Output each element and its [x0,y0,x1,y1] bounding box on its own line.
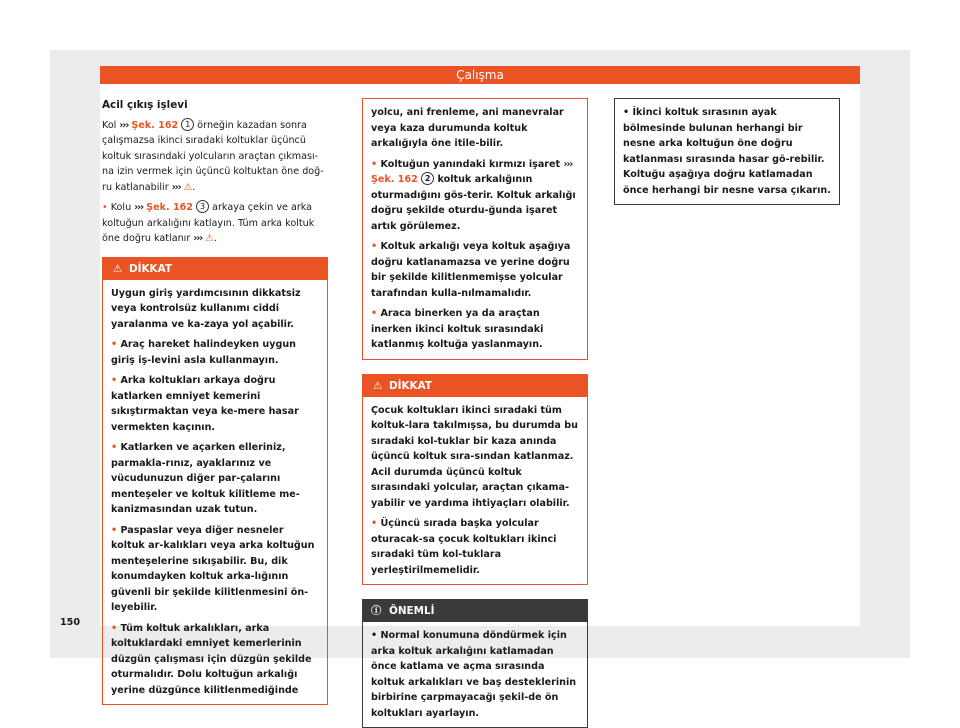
warning-header [103,258,327,280]
bullet-item: • Kolu ››› Şek. 162 3 arkaya çekin ve arka koltuğun arkalığını katlayın. Tüm arka koltuk öne doğru katlanır ››› ⚠. [102,202,315,244]
warning-item [371,516,579,578]
warning-body [103,280,327,705]
bullet-icon: • [111,622,118,634]
section-header: Çalışma [100,66,860,84]
notice-item [371,628,579,721]
warning-triangle-icon: ⚠ [113,262,123,275]
column-3 [614,98,840,205]
bullet-icon: • [111,524,118,536]
warning-item [371,157,579,235]
warning-item [111,523,319,616]
arrows-icon: ››› [134,202,144,213]
text: Kol [102,119,117,131]
warning-item-text: Araç hareket halindeyken uygun giriş iş-levini asla kullanmayın. [111,339,296,366]
warning-box [362,374,588,586]
bullet-icon: • [371,158,378,170]
text: Koltuğun yanındaki kırmızı işaret [380,158,561,170]
warning-intro: Çocuk koltukları ikinci sıradaki tüm koltuk-lara takılmışsa, bu durumda bu sıradaki kol-tuklar bir kaza anında üçüncü koltuk sıra-sından katlanmaz. Acil durumda üçüncü koltuk sırasındaki yolcular, araçtan çıkama-yabilir ve yardıma ihtiyaçları olabilir. [371,404,578,509]
warning-item-text: Araca binerken ya da araçtan inerken ikinci koltuk sırasındaki katlanmış koltuğa yaslanmayın. [371,308,544,350]
notice-body [615,99,839,204]
notice-title: ÖNEMLİ [389,605,435,617]
warning-item-text: Tüm koltuk arkalıkları, arka koltuklardaki emniyet kemerlerinin düzgün çalışması için düzgün şekilde oturmalıdır. Dolu koltuğun arkalığı yerine düzgünce kilitlenmediğinde [111,622,312,696]
warning-item-text: Üçüncü sırada başka yolcular oturacak-sa çocuk koltukları ikinci sıradaki tüm kol-tuklara yerleştirilmemelidir. [371,518,557,576]
column-1 [102,98,328,705]
bullet-icon: • [102,202,108,213]
callout-number: 2 [421,172,434,185]
notice-header [363,600,587,622]
figure-link[interactable]: Şek. 162 [131,119,179,131]
warning-item-text: Koltuk arkalığı veya koltuk aşağıya doğru katlanamazsa ve yerine doğru bir şekilde kilitlenmemişse yolcular tarafından kulla-nılmamalıdır. [371,241,571,299]
bullet-icon: • [371,241,378,252]
warning-box-continued [362,98,588,360]
paragraph: Kol ››› Şek. 162 1 örneğin kazadan sonra çalışmazsa ikinci sıradaki koltuklar üçüncü koltuk sırasındaki yolcuların araçtan çıkması-na izin vermek için üçüncü koltuktan öne doğ-ru katlanabilir ››› ⚠. [102,119,324,193]
warning-continued-text: yolcu, ani frenleme, ani manevralar veya kaza durumunda koltuk arkalığıyla öne itile-bilir. [371,107,564,149]
page-number: 150 [60,617,81,628]
text: örneğin kazadan sonra çalışmazsa ikinci sıradaki koltuklar üçüncü koltuk sırasındaki yolcuların araçtan çıkması-na izin vermek için üçüncü koltuktan öne doğ-ru katlanabilir [102,119,324,193]
warning-item [371,239,579,301]
arrows-icon: ››› [563,158,573,170]
warning-item-text: Paspaslar veya diğer nesneler koltuk ar-kalıkları veya arka koltuğun menteşelerine sıkışabilir. Bu, dik konumdayken koltuk arka-lığının güvenli bir şekilde kilitlenmesini ön-leyebilir. [111,524,315,613]
subtitle: Acil çıkış işlevi [102,99,188,111]
bullet-icon: • [623,107,630,118]
warning-item [111,440,319,518]
warning-body [363,99,587,359]
callout-number: 1 [181,118,194,131]
bullet-icon: • [371,518,378,529]
warning-item [111,621,319,699]
text: koltuk arkalığının oturmadığını gös-terir. Koltuk arkalığı doğru şekilde oturdu-ğunda işaret artık görülemez. [371,174,576,232]
warning-item-text: Katlarken ve açarken elleriniz, parmakla-rınız, ayaklarınız ve vücudunuzun diğer par-çalarını menteşeler ve koltuk kilitleme me-kanizmasından uzak tutun. [111,442,300,515]
figure-link[interactable]: Şek. 162 [371,174,418,185]
warning-box [102,257,328,706]
warning-body [363,397,587,585]
warning-intro: Uygun giriş yardımcısının dikkatsiz veya kontrolsüz kullanımı ciddi yaralanma ve ka-zaya yol açabilir. [111,287,301,330]
warning-triangle-icon: ⚠ [373,379,383,392]
warning-header [363,375,587,397]
bullet-icon: • [371,308,378,319]
notice-item-text: Normal konumuna döndürmek için arka koltuk arkalığını katlamadan önce katlama ve açma sırasında koltuk arkalıkları ve baş desteklerinin birbirine çarpmayacağı şekil-de ön koltukları ayarlayın. [371,630,577,719]
bullet-icon: • [111,442,118,453]
notice-box [362,599,588,728]
arrows-icon: ››› [193,233,203,244]
callout-number: 3 [196,200,209,213]
warning-item-text: Arka koltukları arkaya doğru katlarken emniyet kemerini sıkıştırmaktan veya ke-mere hasar vermekten kaçının. [111,375,299,433]
notice-item-text: İkinci koltuk sırasının ayak bölmesinde bulunan herhangi bir nesne arka koltuğun öne doğru katlanması sırasında hasar gö-rebilir. Koltuğu aşağıya doğru katlamadan önce herhangi bir nesne varsa çıkarın. [623,107,831,196]
info-circle-icon: ⓘ [371,605,382,617]
notice-box-continued [614,98,840,205]
warning-item [111,337,319,368]
notice-item [623,105,831,198]
warning-triangle-icon[interactable]: ⚠ [205,233,214,244]
warning-title: DİKKAT [129,262,172,275]
bullet-icon: • [111,375,118,386]
bullet-icon: • [371,630,378,641]
warning-item [111,373,319,435]
warning-title: DİKKAT [389,379,432,392]
text: Kolu [110,202,132,213]
text: arkaya çekin ve arka koltuğun arkalığını katlayın. Tüm arka koltuk öne doğru katlanır [102,202,315,244]
warning-triangle-icon[interactable]: ⚠ [183,181,193,193]
column-2 [362,98,588,728]
warning-item [371,306,579,353]
notice-body [363,622,587,727]
bullet-icon: • [111,339,118,350]
arrows-icon: ››› [119,119,129,131]
figure-link[interactable]: Şek. 162 [146,202,193,213]
arrows-icon: ››› [171,181,181,193]
